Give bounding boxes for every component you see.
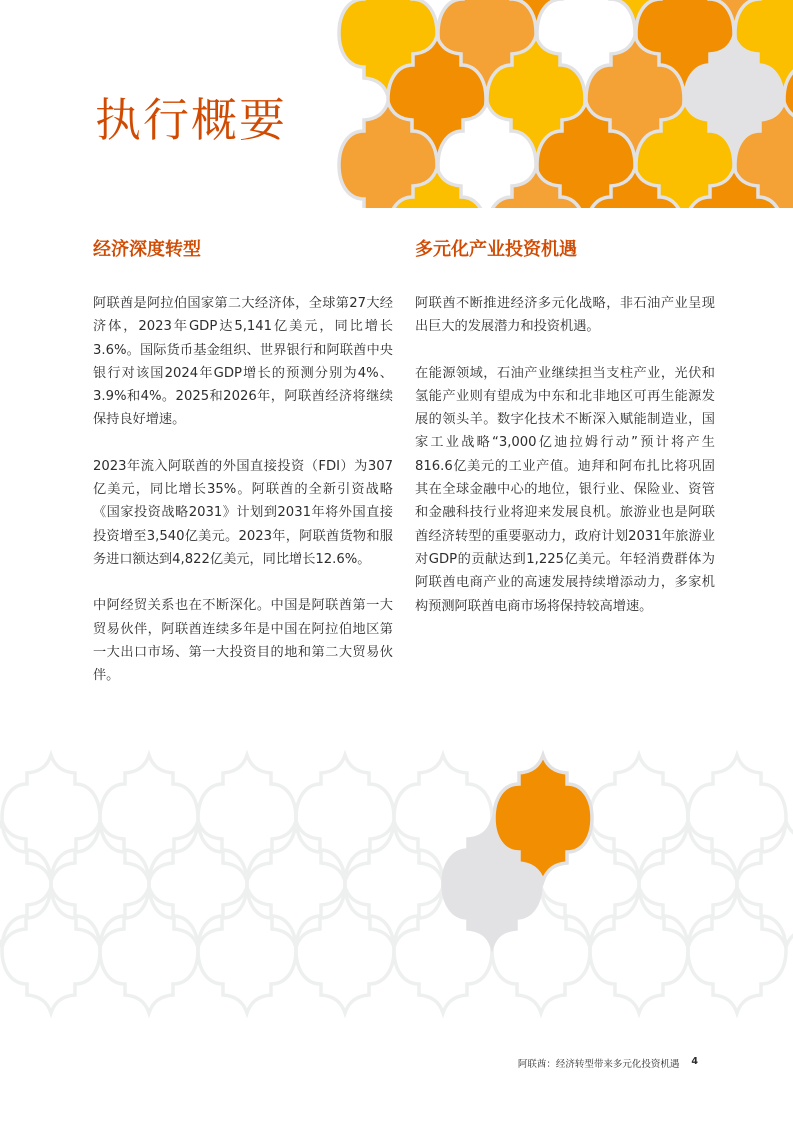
section-diversified-investment xyxy=(415,236,715,641)
paragraph: 阿联酋是阿拉伯国家第二大经济体，全球第27大经济体，2023年GDP达5,141亿美元，同比增长3.6%。国际货币基金组织、世界银行和阿联酋中央银行对该国2024年GDP增长的预测分别为4%、3.9%和4%。2025和2026年，阿联酋经济将继续保持良好增速。 xyxy=(93,296,393,428)
footer-title: 阿联酋：经济转型带来多元化投资机遇 xyxy=(517,1059,680,1070)
page-footer xyxy=(518,1056,698,1070)
paragraph: 中阿经贸关系也在不断深化。中国是阿联酋第一大贸易伙伴，阿联酋连续多年是中国在阿拉伯地区第一大出口市场、第一大投资目的地和第二大贸易伙伴。 xyxy=(93,598,393,684)
section-economic-transformation xyxy=(93,236,393,710)
page-title: 执行概要 xyxy=(95,93,287,147)
decorative-tile-pattern-bottom xyxy=(0,740,793,1030)
section-heading: 多元化产业投资机遇 xyxy=(415,239,577,260)
section-heading: 经济深度转型 xyxy=(93,239,201,260)
paragraph: 2023年流入阿联酋的外国直接投资（FDI）为307亿美元，同比增长35%。阿联酋的全新引资战略《国家投资战略2031》计划到2031年将外国直接投资增至3,540亿美元。2023年，阿联酋货物和服务进口额达到4,822亿美元，同比增长12.6%。 xyxy=(93,458,393,567)
paragraph: 阿联酋不断推进经济多元化战略，非石油产业呈现出巨大的发展潜力和投资机遇。 xyxy=(415,296,715,335)
page-number: 4 xyxy=(691,1056,698,1067)
paragraph: 在能源领域，石油产业继续担当支柱产业，光伏和氢能产业则有望成为中东和北非地区可再生能源发展的领头羊。数字化技术不断深入赋能制造业，国家工业战略“3,000亿迪拉姆行动”预计将产生816.6亿美元的工业产值。迪拜和阿布扎比将巩固其在全球金融中心的地位，银行业、保险业、资管和金融科技行业将迎来发展良机。旅游业也是阿联酋经济转型的重要驱动力，政府计划2031年旅游业对GDP的贡献达到1,225亿美元。年轻消费群体为阿联酋电商产业的高速发展持续增添动力，多家机构预测阿联酋电商市场将保持较高增速。 xyxy=(415,365,715,614)
